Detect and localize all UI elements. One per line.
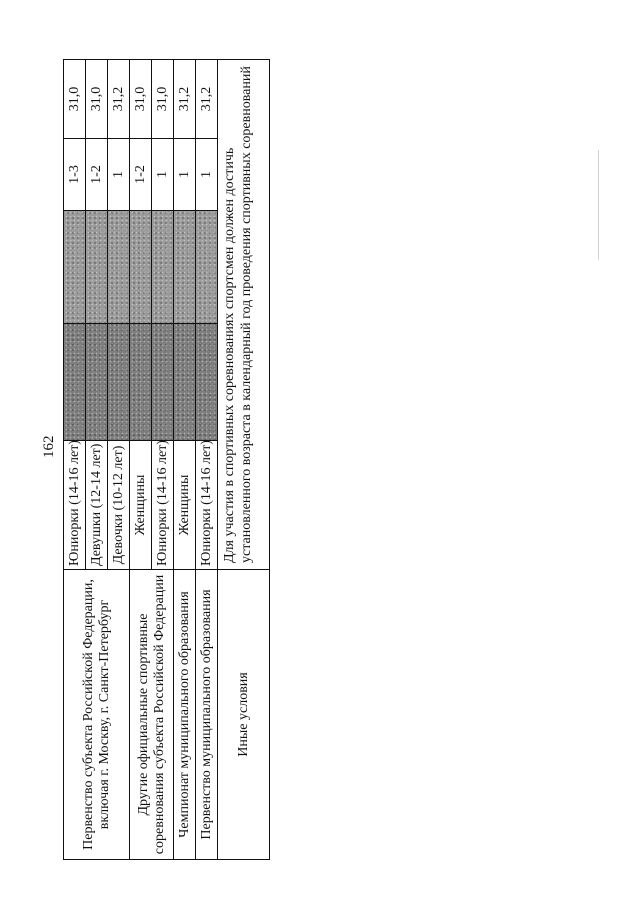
- rank-cell: 1: [196, 139, 218, 211]
- shaded-cell: [152, 211, 174, 324]
- competition-cell: Первенство муниципального образования: [196, 570, 218, 860]
- shaded-cell: [152, 324, 174, 441]
- result-cell: 31,0: [64, 60, 86, 139]
- competition-cell: Другие официальные спортивные соревнования субъекта Российской Федерации: [130, 570, 174, 860]
- rank-cell: 1: [152, 139, 174, 211]
- shaded-cell: [196, 324, 218, 441]
- category-cell: Юниорки (14-16 лет): [196, 441, 218, 570]
- category-cell: Юниорки (14-16 лет): [64, 441, 86, 570]
- category-cell: Женщины: [174, 441, 196, 570]
- table-row: [196, 60, 218, 860]
- shaded-cell: [196, 211, 218, 324]
- shaded-cell: [130, 324, 152, 441]
- result-cell: 31,2: [196, 60, 218, 139]
- rank-cell: 1-2: [86, 139, 108, 211]
- shaded-cell: [64, 211, 86, 324]
- result-cell: 31,0: [152, 60, 174, 139]
- category-cell: Девочки (10-12 лет): [108, 441, 130, 570]
- shaded-cell: [86, 324, 108, 441]
- rank-cell: 1-3: [64, 139, 86, 211]
- other-conditions-text: Для участия в спортивных соревнованиях спортсмен должен достичь установленного возраста в календарный год проведения спортивных соревнований: [218, 60, 270, 570]
- page-number: 162: [41, 435, 57, 458]
- result-cell: 31,0: [86, 60, 108, 139]
- table-row: [130, 60, 152, 860]
- category-cell: Юниорки (14-16 лет): [152, 441, 174, 570]
- scan-artifact: [598, 150, 599, 260]
- shaded-cell: [86, 211, 108, 324]
- competition-cell: Первенство субъекта Российской Федерации, включая г. Москву, г. Санкт-Петербург: [64, 570, 130, 860]
- shaded-cell: [130, 211, 152, 324]
- table-row: [64, 60, 86, 860]
- shaded-cell: [174, 211, 196, 324]
- other-conditions-label: Иные условия: [218, 570, 270, 860]
- shaded-cell: [108, 324, 130, 441]
- rotated-table-wrapper: [41, 60, 270, 860]
- rank-cell: 1: [108, 139, 130, 211]
- table-row: [174, 60, 196, 860]
- category-cell: Девушки (12-14 лет): [86, 441, 108, 570]
- rank-cell: 1: [174, 139, 196, 211]
- table-row: [218, 60, 270, 860]
- competition-cell: Чемпионат муниципального образования: [174, 570, 196, 860]
- result-cell: 31,0: [130, 60, 152, 139]
- shaded-cell: [64, 324, 86, 441]
- sport-standards-table: [63, 59, 270, 860]
- category-cell: Женщины: [130, 441, 152, 570]
- shaded-cell: [108, 211, 130, 324]
- shaded-cell: [174, 324, 196, 441]
- rank-cell: 1-2: [130, 139, 152, 211]
- result-cell: 31,2: [108, 60, 130, 139]
- result-cell: 31,2: [174, 60, 196, 139]
